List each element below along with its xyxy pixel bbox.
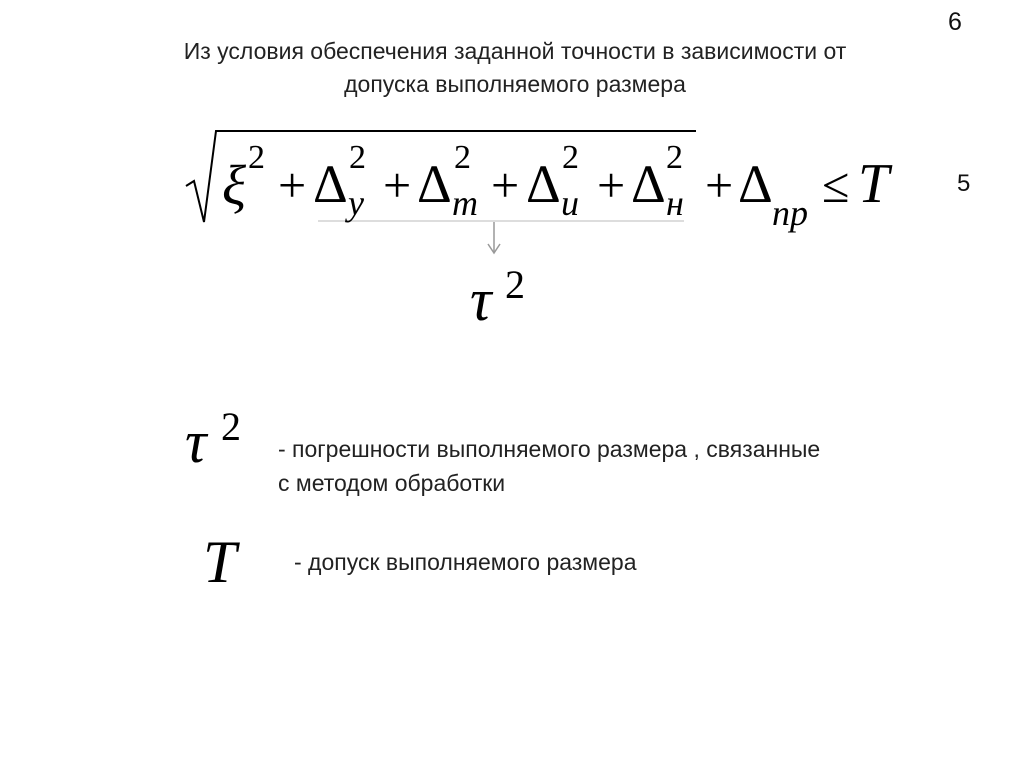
definition-T-line-1: - допуск выполняемого размера	[294, 549, 637, 575]
delta-pr-subscript: пр	[772, 193, 808, 233]
definition-T-text	[294, 545, 637, 579]
delta-y-subscript: у	[348, 183, 364, 223]
title-line-2: допуска выполняемого размера	[344, 71, 686, 97]
delta-i-exponent: 2	[562, 139, 579, 176]
plus-sign-5: +	[705, 157, 734, 213]
definition-tau-text	[278, 432, 820, 500]
leq-sign: ≤	[822, 157, 850, 213]
delta-m-subscript: т	[452, 183, 478, 223]
arrow-down-icon	[488, 222, 500, 253]
delta-m-exponent: 2	[454, 139, 471, 176]
definition-tau-line-1: - погрешности выполняемого размера , связанные	[278, 436, 821, 462]
delta-i-symbol: Δ	[526, 154, 561, 214]
delta-n-symbol: Δ	[631, 154, 666, 214]
plus-sign-1: +	[278, 157, 307, 213]
delta-i-subscript: и	[561, 183, 579, 223]
page-number: 6	[948, 8, 962, 36]
definition-tau-symbol: τ	[185, 409, 207, 475]
xi-symbol: ξ	[222, 155, 246, 217]
delta-n-exponent: 2	[666, 139, 683, 176]
definition-tau-line-2: с методом обработки	[278, 470, 506, 496]
delta-m-symbol: Δ	[417, 154, 452, 214]
tau-result-exponent: 2	[505, 262, 525, 307]
side-number: 5	[957, 170, 971, 197]
plus-sign-2: +	[383, 157, 412, 213]
delta-n-subscript: н	[666, 183, 684, 223]
title-line-1: Из условия обеспечения заданной точности в зависимости от	[183, 38, 847, 64]
plus-sign-4: +	[597, 157, 626, 213]
tau-result: τ	[470, 267, 492, 333]
delta-y-exponent: 2	[349, 139, 366, 176]
definition-T-symbol: T	[203, 529, 237, 595]
definition-tau-exponent: 2	[221, 404, 241, 449]
formula-T: T	[858, 153, 890, 215]
delta-pr-symbol: Δ	[738, 154, 773, 214]
plus-sign-3: +	[491, 157, 520, 213]
xi-exponent: 2	[248, 139, 265, 176]
delta-y-symbol: Δ	[313, 154, 348, 214]
